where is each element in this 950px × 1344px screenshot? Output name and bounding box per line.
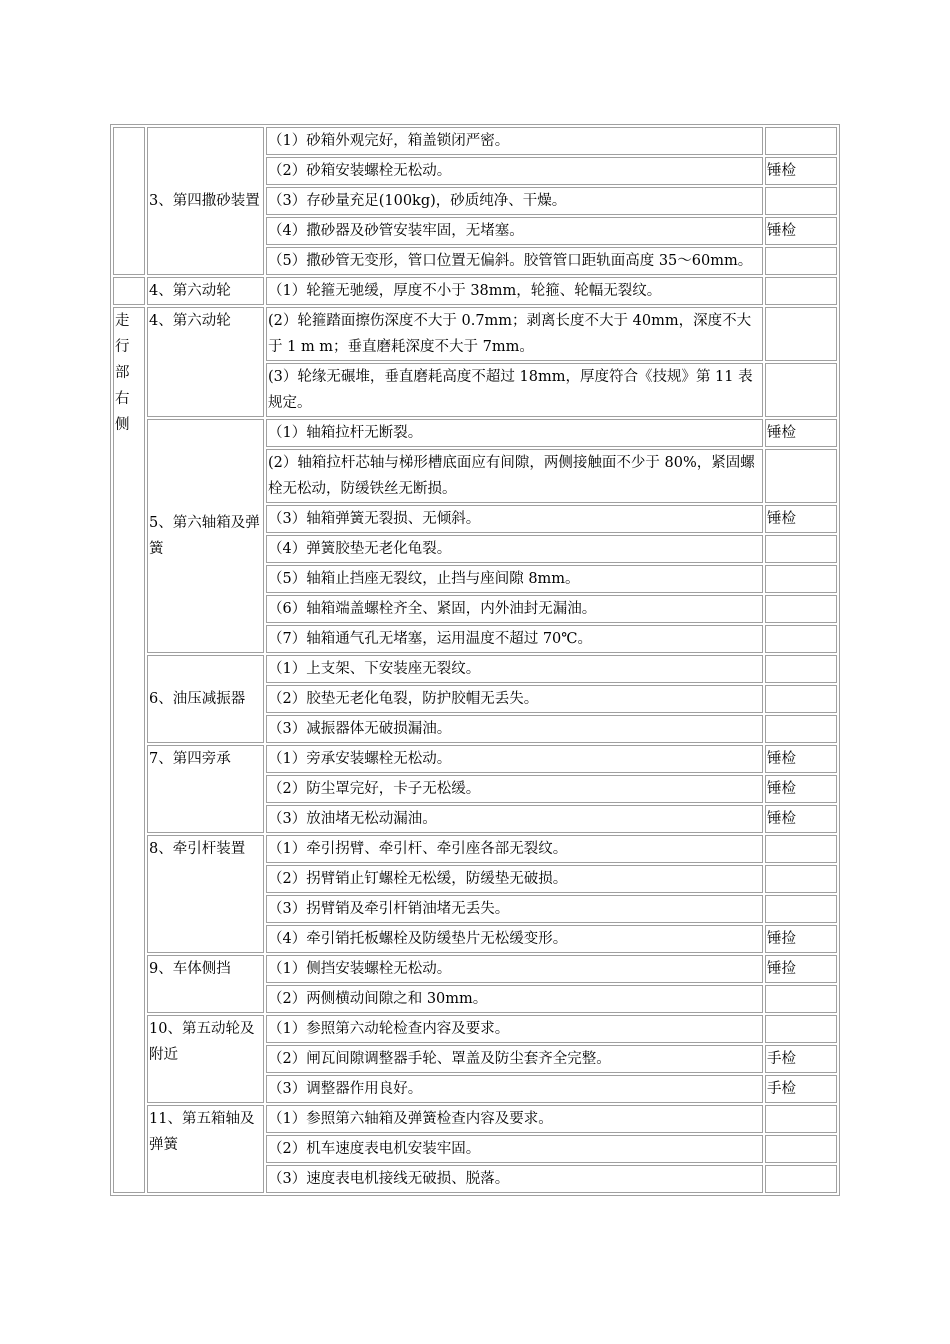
item-text: （4）弹簧胶垫无老化龟裂。: [266, 535, 763, 563]
table-row: [113, 277, 837, 305]
check-method: 锤检: [765, 805, 837, 833]
group-label: 8、牵引杆装置: [147, 835, 264, 953]
group-label: 10、第五动轮及附近: [147, 1015, 264, 1103]
check-method: 锤检: [765, 217, 837, 245]
item-text: (2）轮箍踏面擦伤深度不大于 0.7mm；剥离长度不大于 40mm，深度不大于 1 m m；垂直磨耗深度不大于 7mm。: [266, 307, 763, 361]
item-text: （1）轴箱拉杆无断裂。: [266, 419, 763, 447]
group-label: 4、第六动轮: [147, 307, 264, 417]
check-method: [765, 685, 837, 713]
item-text: （1）上支架、下安装座无裂纹。: [266, 655, 763, 683]
check-method: 锤检: [765, 419, 837, 447]
check-method: [765, 985, 837, 1013]
check-method: 锤捡: [765, 925, 837, 953]
item-text: （1）轮箍无驰缓，厚度不小于 38mm，轮箍、轮幅无裂纹。: [266, 277, 763, 305]
item-text: （3）放油堵无松动漏油。: [266, 805, 763, 833]
check-method: [765, 127, 837, 155]
table-row: [113, 745, 837, 773]
section-cell-blank: [113, 127, 145, 275]
item-text: （1）旁承安装螺栓无松动。: [266, 745, 763, 773]
table-row: [113, 955, 837, 983]
table-row: [113, 655, 837, 683]
item-text: （2）砂箱安装螺栓无松动。: [266, 157, 763, 185]
check-method: 手检: [765, 1045, 837, 1073]
check-method: [765, 1135, 837, 1163]
item-text: （2）防尘罩完好，卡子无松缓。: [266, 775, 763, 803]
check-method: 手检: [765, 1075, 837, 1103]
check-method: [765, 187, 837, 215]
check-method: [765, 565, 837, 593]
item-text: （4）牵引销托板螺栓及防缓垫片无松缓变形。: [266, 925, 763, 953]
check-method: [765, 1015, 837, 1043]
item-text: （3）减振器体无破损漏油。: [266, 715, 763, 743]
check-method: [765, 247, 837, 275]
group-label: 4、第六动轮: [147, 277, 264, 305]
check-method: 锤检: [765, 745, 837, 773]
item-text: (3）轮缘无碾堆，垂直磨耗高度不超过 18mm，厚度符合《技规》第 11 表规定。: [266, 363, 763, 417]
item-text: （2）闸瓦间隙调整器手轮、罩盖及防尘套齐全完整。: [266, 1045, 763, 1073]
table-row: [113, 307, 837, 361]
table-row: [113, 835, 837, 863]
item-text: (2）轴箱拉杆芯轴与梯形槽底面应有间隙，两侧接触面不少于 80%，紧固螺栓无松动，防缓铁丝无断损。: [266, 449, 763, 503]
item-text: （2）胶垫无老化龟裂，防护胶帽无丢失。: [266, 685, 763, 713]
group-label: 9、车体侧挡: [147, 955, 264, 1013]
inspection-table: [110, 124, 840, 1196]
item-text: （1）牵引拐臂、牵引杆、牵引座各部无裂纹。: [266, 835, 763, 863]
section-cell-blank: [113, 277, 145, 305]
check-method: [765, 595, 837, 623]
item-text: （6）轴箱端盖螺栓齐全、紧固，内外油封无漏油。: [266, 595, 763, 623]
check-method: [765, 307, 837, 361]
check-method: [765, 835, 837, 863]
check-method: [765, 655, 837, 683]
item-text: （3）调整器作用良好。: [266, 1075, 763, 1103]
group-label: 5、第六轴箱及弹簧: [147, 419, 264, 653]
item-text: （1）参照第六动轮检查内容及要求。: [266, 1015, 763, 1043]
item-text: （1）参照第六轴箱及弹簧检查内容及要求。: [266, 1105, 763, 1133]
group-label: 3、第四撒砂装置: [147, 127, 264, 275]
table-row: [113, 127, 837, 155]
group-label: 7、第四旁承: [147, 745, 264, 833]
check-method: [765, 535, 837, 563]
item-text: （1）砂箱外观完好，箱盖锁闭严密。: [266, 127, 763, 155]
item-text: （2）拐臂销止钉螺栓无松缓，防缓垫无破损。: [266, 865, 763, 893]
item-text: （4）撒砂器及砂管安装牢固，无堵塞。: [266, 217, 763, 245]
table-row: [113, 1105, 837, 1133]
check-method: [765, 865, 837, 893]
item-text: （2）机车速度表电机安装牢固。: [266, 1135, 763, 1163]
item-text: （5）撒砂管无变形，管口位置无偏斜。胶管管口距轨面高度 35～60mm。: [266, 247, 763, 275]
check-method: [765, 1165, 837, 1193]
item-text: （3）轴箱弹簧无裂损、无倾斜。: [266, 505, 763, 533]
group-label: 6、油压减振器: [147, 655, 264, 743]
item-text: （7）轴箱通气孔无堵塞，运用温度不超过 70℃。: [266, 625, 763, 653]
check-method: [765, 449, 837, 503]
check-method: 锤检: [765, 505, 837, 533]
item-text: （2）两侧横动间隙之和 30mm。: [266, 985, 763, 1013]
item-text: （5）轴箱止挡座无裂纹，止挡与座间隙 8mm。: [266, 565, 763, 593]
check-method: 锤检: [765, 157, 837, 185]
check-method: [765, 625, 837, 653]
check-method: [765, 363, 837, 417]
inspection-sheet: [110, 124, 840, 1196]
check-method: [765, 895, 837, 923]
item-text: （3）速度表电机接线无破损、脱落。: [266, 1165, 763, 1193]
item-text: （1）侧挡安装螺栓无松动。: [266, 955, 763, 983]
item-text: （3）存砂量充足(100kg)，砂质纯净、干燥。: [266, 187, 763, 215]
table-row: [113, 419, 837, 447]
group-label: 11、第五箱轴及弹簧: [147, 1105, 264, 1193]
check-method: [765, 277, 837, 305]
section-label: 走行部右侧: [113, 307, 145, 1193]
check-method: [765, 715, 837, 743]
check-method: [765, 1105, 837, 1133]
table-row: [113, 1015, 837, 1043]
check-method: 锤捡: [765, 955, 837, 983]
check-method: 锤检: [765, 775, 837, 803]
item-text: （3）拐臂销及牵引杆销油堵无丢失。: [266, 895, 763, 923]
